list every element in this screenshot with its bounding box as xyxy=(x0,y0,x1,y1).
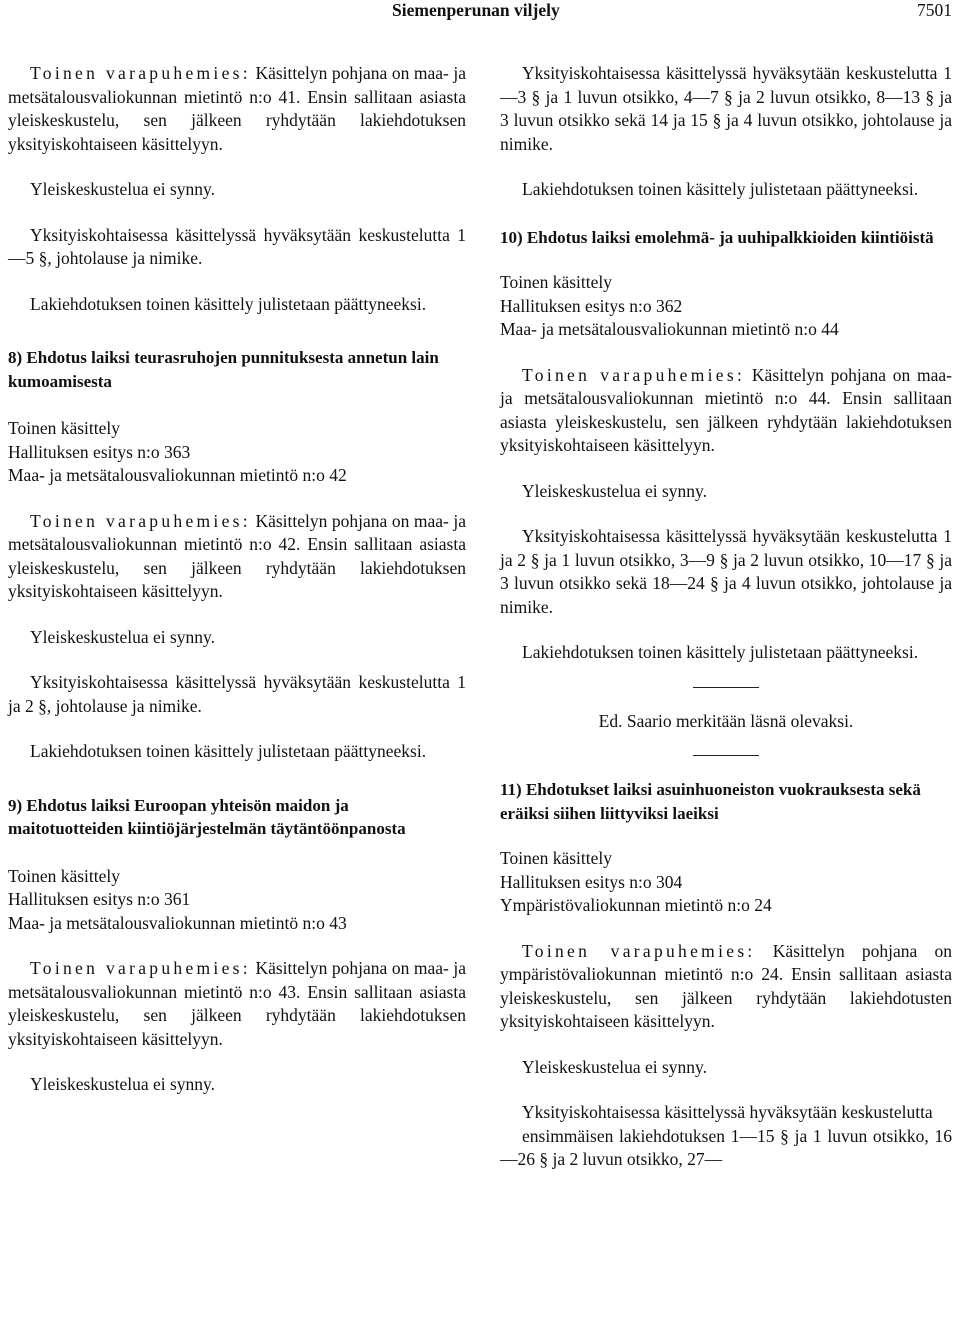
government-proposal: Hallituksen esitys n:o 363 xyxy=(8,441,191,462)
paragraph: Lakiehdotuksen toinen käsittely julistetaan päättyneeksi. xyxy=(522,179,919,199)
paragraph: Yksityiskohtaisessa käsittelyssä hyväksytään keskustelutta 1 ja 2 § ja 1 luvun otsikko, 3—9 § ja 2 luvun otsikko, 10—17 § ja 3 luvun otsikko sekä 18—24 § ja 4 luvun otsikko, johtolause ja nimike. xyxy=(500,526,952,617)
paragraph-text: Käsittelyn pohjana on maa- ja metsätalousvaliokunnan mietintö n:o 42. Ensin sallitaan asiasta yleiskeskustelu, sen jälkeen ryhdytään lakiehdotuksen yksityiskohtaiseen käsittelyyn. xyxy=(8,510,466,601)
page-header xyxy=(0,0,960,26)
item-heading: 9) Ehdotus laiksi Euroopan yhteisön maidon ja maitotuotteiden kiintiöjärjestelmän täytäntöönpanosta xyxy=(8,795,406,838)
paragraph: Yksityiskohtaisessa käsittelyssä hyväksytään keskustelutta 1 ja 2 §, johtolause ja nimike. xyxy=(8,672,466,716)
speaker-name: Toinen varapuhemies: xyxy=(522,940,756,961)
section-divider xyxy=(693,687,759,688)
speaker-name: Toinen varapuhemies: xyxy=(30,510,251,531)
paragraph: Lakiehdotuksen toinen käsittely julistetaan päättyneeksi. xyxy=(522,642,919,662)
government-proposal: Hallituksen esitys n:o 361 xyxy=(8,889,191,909)
section-divider xyxy=(693,755,759,756)
committee-report: Maa- ja metsätalousvaliokunnan mietintö n:o 42 xyxy=(8,465,347,485)
paragraph xyxy=(8,957,466,1051)
speaker-name: Toinen varapuhemies: xyxy=(522,364,746,385)
paragraph xyxy=(8,62,466,156)
speaker-name: Toinen varapuhemies: xyxy=(30,63,251,83)
document-references xyxy=(8,417,466,488)
paragraph-text: Käsittelyn pohjana on maa- ja metsätalousvaliokunnan mietintö n:o 43. Ensin sallitaan asiasta yleiskeskustelu, sen jälkeen ryhdytään lakiehdotuksen yksityiskohtaiseen käsittelyyn. xyxy=(8,958,466,1049)
handling-stage: Toinen käsittely xyxy=(8,865,121,886)
paragraph: Yksityiskohtaisessa käsittelyssä hyväksytään keskustelutta 1—5 §, johtolause ja nimike. xyxy=(8,224,466,268)
paragraph: Yleiskeskustelua ei synny. xyxy=(30,1074,216,1094)
government-proposal: Hallituksen esitys n:o 304 xyxy=(500,871,683,892)
paragraph: Lakiehdotuksen toinen käsittely julistetaan päättyneeksi. xyxy=(30,293,427,314)
running-title: Siemenperunan viljely xyxy=(392,0,560,20)
paragraph: Yksityiskohtaisessa käsittelyssä hyväksytään keskustelutta xyxy=(522,1102,933,1122)
document-references xyxy=(500,847,952,918)
committee-report: Maa- ja metsätalousvaliokunnan mietintö n:o 44 xyxy=(500,319,839,339)
paragraph: Yleiskeskustelua ei synny. xyxy=(30,626,216,647)
item-heading: 8) Ehdotus laiksi teurasruhojen punnituksesta annetun lain kumoamisesta xyxy=(8,348,439,391)
paragraph: Yksityiskohtaisessa käsittelyssä hyväksytään keskustelutta 1—3 § ja 1 luvun otsikko, 4—7 § ja 2 luvun otsikko, 8—13 § ja 3 luvun otsikko sekä 14 ja 15 § ja 4 luvun otsikko, johtolause ja nimike. xyxy=(500,63,952,154)
government-proposal: Hallituksen esitys n:o 362 xyxy=(500,295,683,316)
paragraph: Yleiskeskustelua ei synny. xyxy=(30,179,216,199)
handling-stage: Toinen käsittely xyxy=(8,418,121,438)
page-number: 7501 xyxy=(917,0,952,20)
document-references xyxy=(8,865,466,936)
paragraph: Lakiehdotuksen toinen käsittely julistetaan päättyneeksi. xyxy=(30,741,427,761)
paragraph-text: Käsittelyn pohjana on ympäristövaliokunnan mietintö n:o 24. Ensin sallitaan asiasta yleiskeskustelu, sen jälkeen ryhdytään lakiehdotusten yksityiskohtaiseen käsittelyyn. xyxy=(500,940,953,1031)
attendance-note: Ed. Saario merkitään läsnä olevaksi. xyxy=(598,710,854,731)
item-heading: 10) Ehdotus laiksi emolehmä- ja uuhipalkkioiden kiintiöistä xyxy=(500,227,934,247)
right-column xyxy=(500,62,952,1194)
committee-report: Ympäristövaliokunnan mietintö n:o 24 xyxy=(500,895,772,915)
left-column xyxy=(8,62,466,1119)
committee-report: Maa- ja metsätalousvaliokunnan mietintö n:o 43 xyxy=(8,912,347,933)
handling-stage: Toinen käsittely xyxy=(500,848,613,868)
paragraph: Yleiskeskustelua ei synny. xyxy=(522,1056,708,1077)
paragraph-text: Käsittelyn pohjana on maa- ja metsätalousvaliokunnan mietintö n:o 44. Ensin sallitaan asiasta yleiskeskustelu, sen jälkeen ryhdytään lakiehdotuksen yksityiskohtaiseen käsittelyyn. xyxy=(500,364,952,455)
paragraph-text: Käsittelyn pohjana on maa- ja metsätalousvaliokunnan mietintö n:o 41. Ensin sallitaan asiasta yleiskeskustelu, sen jälkeen ryhdytään lakiehdotuksen yksityiskohtaiseen käsittelyyn. xyxy=(8,63,466,154)
item-heading: 11) Ehdotukset laiksi asuinhuoneiston vuokrauksesta sekä eräiksi siihen liittyviksi laeiksi xyxy=(500,780,921,823)
paragraph xyxy=(500,940,952,1034)
paragraph xyxy=(500,364,952,458)
speaker-name: Toinen varapuhemies: xyxy=(30,958,251,978)
handling-stage: Toinen käsittely xyxy=(500,272,613,292)
paragraph: Yleiskeskustelua ei synny. xyxy=(522,480,708,501)
document-references xyxy=(500,271,952,342)
paragraph xyxy=(8,510,466,604)
paragraph: ensimmäisen lakiehdotuksen 1—15 § ja 1 luvun otsikko, 16—26 § ja 2 luvun otsikko, 27— xyxy=(500,1125,952,1169)
